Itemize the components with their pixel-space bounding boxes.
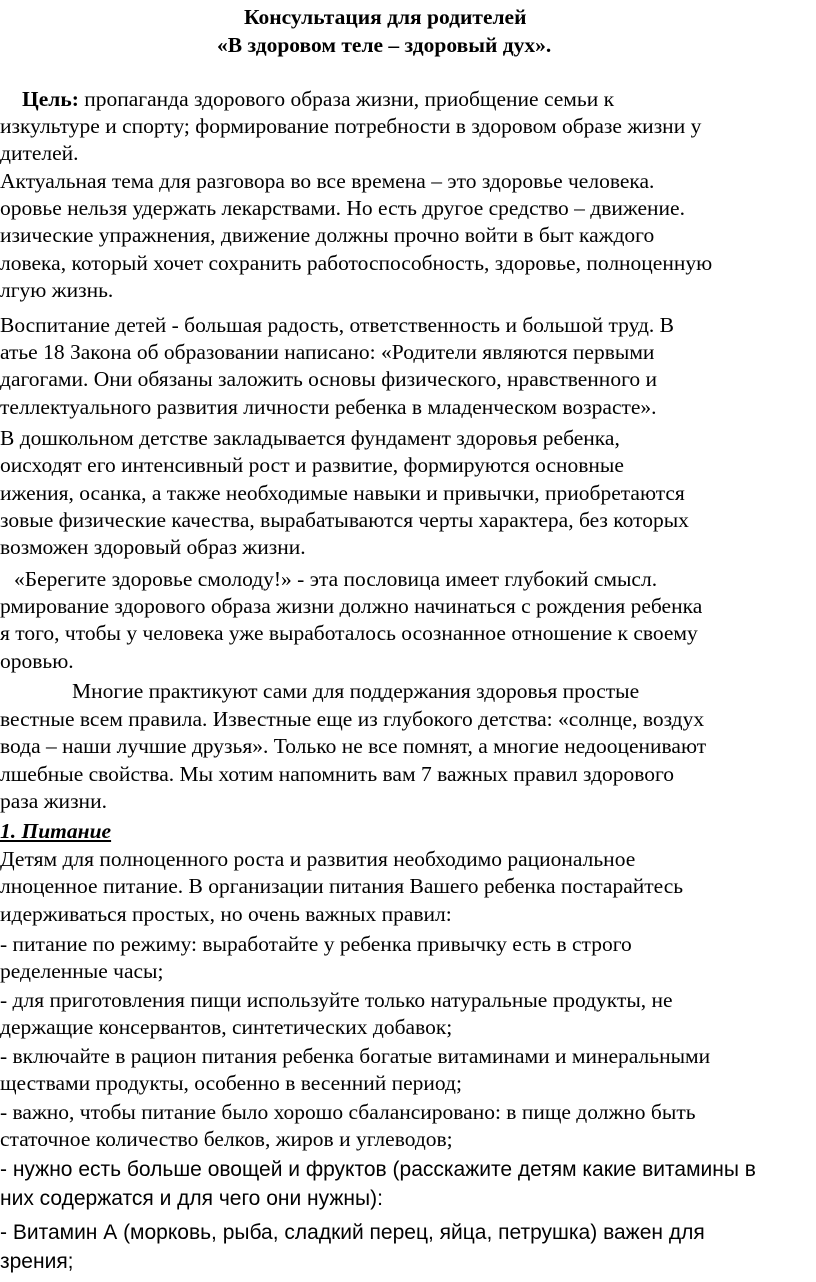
paragraph-line: вода – наши лучшие друзья». Только не все помнят, а многие недооценивают (0, 734, 707, 758)
paragraph-line: изические упражнения, движение должны прочно войти в быт каждого (0, 223, 655, 247)
goal-text: пропаганда здорового образа жизни, приобщение семьи к (78, 87, 615, 111)
paragraph-line: рмирование здорового образа жизни должно начинаться с рождения ребенка (0, 594, 703, 618)
document-title-line-2: «В здоровом теле – здоровый дух». (217, 33, 552, 57)
list-item: - питание по режиму: выработайте у ребенка привычку есть в строго (0, 932, 632, 956)
list-item: ределенные часы; (0, 959, 164, 983)
list-item: держащие консервантов, синтетических добавок; (0, 1015, 453, 1039)
document-title-line-1: Консультация для родителей (244, 5, 527, 29)
list-item: - для приготовления пищи используйте только натуральные продукты, не (0, 988, 673, 1012)
list-item: статочное количество белков, жиров и углеводов; (0, 1127, 453, 1151)
list-item: - включайте в рацион питания ребенка богатые витаминами и минеральными (0, 1044, 711, 1068)
paragraph-line: оровье нельзя удержать лекарствами. Но есть другое средство – движение. (0, 196, 685, 220)
paragraph-line: «Берегите здоровье смолоду!» - эта пословица имеет глубокий смысл. (14, 567, 658, 591)
paragraph-line: атье 18 Закона об образовании написано: «Родители являются первыми (0, 340, 655, 364)
section-line: идерживаться простых, но очень важных правил: (0, 902, 452, 926)
list-item: ществами продукты, особенно в весенний период; (0, 1071, 462, 1095)
paragraph-line: Актуальная тема для разговора во все времена – это здоровье человека. (0, 169, 655, 193)
goal-label: Цель: (22, 87, 79, 111)
list-item: - важно, чтобы питание было хорошо сбалансировано: в пище должно быть (0, 1100, 696, 1124)
list-item: - нужно есть больше овощей и фруктов (расскажите детям какие витамины в (0, 1158, 756, 1181)
paragraph-line: оисходят его интенсивный рост и развитие, формируются основные (0, 453, 624, 477)
paragraph-line: В дошкольном детстве закладывается фундамент здоровья ребенка, (0, 426, 620, 450)
paragraph-line: зовые физические качества, вырабатываются черты характера, без которых (0, 508, 689, 532)
paragraph-line: возможен здоровый образ жизни. (0, 535, 306, 559)
paragraph-line: я того, чтобы у человека уже выработалось осознанное отношение к своему (0, 621, 698, 645)
paragraph-line: лгую жизнь. (0, 278, 114, 302)
list-item: них содержатся и для чего они нужны): (0, 1187, 383, 1210)
paragraph-line: лшебные свойства. Мы хотим напомнить вам 7 важных правил здорового (0, 762, 675, 786)
paragraph-line: дагогами. Они обязаны заложить основы физического, нравственного и (0, 367, 657, 391)
goal-line: дителей. (0, 141, 79, 165)
goal-line-1 (22, 86, 614, 113)
paragraph-line: ижения, осанка, а также необходимые навыки и привычки, приобретаются (0, 481, 685, 505)
paragraph-line: Многие практикуют сами для поддержания здоровья простые (72, 679, 640, 703)
section-heading-nutrition: 1. Питание (0, 819, 112, 843)
paragraph-line: ловека, который хочет сохранить работоспособность, здоровье, полноценную (0, 251, 713, 275)
paragraph-line: Воспитание детей - большая радость, ответственность и большой труд. В (0, 313, 675, 337)
paragraph-line: теллектуального развития личности ребенка в младенческом возрасте». (0, 395, 657, 419)
list-item: зрения; (0, 1250, 74, 1273)
section-line: Детям для полноценного роста и развития необходимо рациональное (0, 847, 636, 871)
goal-line: изкультуре и спорту; формирование потребности в здоровом образе жизни у (0, 114, 702, 138)
section-line: лноценное питание. В организации питания Вашего ребенка постарайтесь (0, 874, 684, 898)
paragraph-line: оровью. (0, 649, 74, 673)
paragraph-line: вестные всем правила. Известные еще из глубокого детства: «солнце, воздух (0, 707, 705, 731)
paragraph-line: раза жизни. (0, 789, 107, 813)
list-item: - Витамин А (морковь, рыба, сладкий перец, яйца, петрушка) важен для (0, 1221, 705, 1244)
